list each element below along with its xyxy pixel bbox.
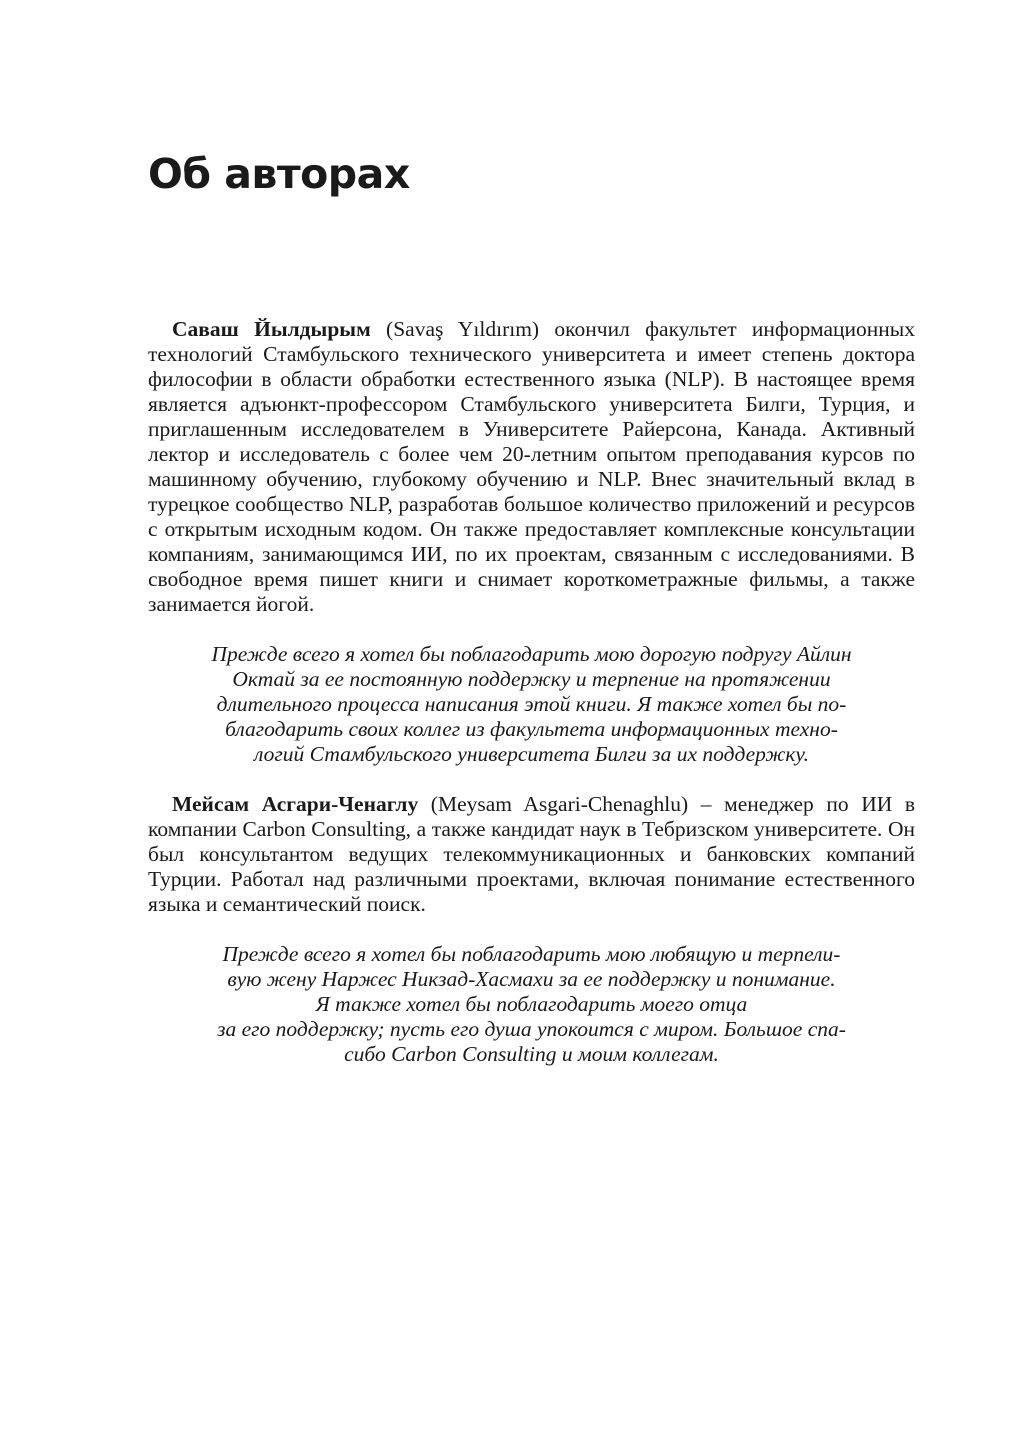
acknowledgement-line: благодарить своих коллег из факультета информационных техно- (225, 717, 838, 741)
acknowledgement-line: Прежде всего я хотел бы поблагодарить мою дорогую подругу Айлин (211, 642, 852, 666)
acknowledgement-line: вую жену Наржес Никзад-Хасмахи за ее поддержку и понимание. (227, 967, 836, 991)
author-bio-text: (Savaş Yıldırım) окончил факультет информационных технологий Стамбульского технического университета и имеет степень доктора философии в области обработки естественного языка (NLP). В настоящее время является адъюнкт-профессором Стамбульского университета Билги, Турция, и приглашенным исследователем в Университете Райерсона, Канада. Активный лектор и исследователь с более чем 20-летним опытом преподавания курсов по машинному обучению, глубокому обучению и NLP. Внес значительный вклад в турецкое сообщество NLP, разработав большое количество приложений и ресурсов с открытым исходным кодом. Он также предоставляет комплексные консультации компаниям, занимающимся ИИ, по их проектам, связанным с исследованиями. В свободное время пишет книги и снимает короткометражные фильмы, а также занимается йогой. (148, 317, 915, 616)
acknowledgement-line: за его поддержку; пусть его душа упокоится с миром. Большое спа- (217, 1017, 846, 1041)
author-acknowledgement (148, 642, 915, 767)
acknowledgement-line: Я также хотел бы поблагодарить моего отца (315, 992, 748, 1016)
acknowledgement-line: логий Стамбульского университета Билги за их поддержку. (254, 742, 809, 766)
author-bio (148, 317, 915, 617)
acknowledgement-line: длительного процесса написания этой книги. Я также хотел бы по- (216, 692, 847, 716)
author-name: Саваш Йылдырым (172, 317, 371, 341)
acknowledgement-line: Октай за ее постоянную поддержку и терпение на протяжении (232, 667, 831, 691)
author-name: Мейсам Асгари-Ченаглу (172, 792, 419, 816)
page-title: Об авторах (148, 150, 410, 198)
acknowledgement-line: сибо Carbon Consulting и моим коллегам. (344, 1042, 719, 1066)
acknowledgement-line: Прежде всего я хотел бы поблагодарить мою любящую и терпели- (222, 942, 841, 966)
author-acknowledgement (148, 942, 915, 1067)
author-bio-text: (Meysam Asgari-Chenaghlu) – менеджер по ИИ в компании Carbon Consulting, а также кандидат наук в Тебризском университете. Он был консультантом ведущих телекоммуникационных и банковских компаний Турции. Работал над различными проектами, включая понимание естественного языка и семантический поиск. (148, 792, 915, 916)
author-bio (148, 792, 915, 917)
